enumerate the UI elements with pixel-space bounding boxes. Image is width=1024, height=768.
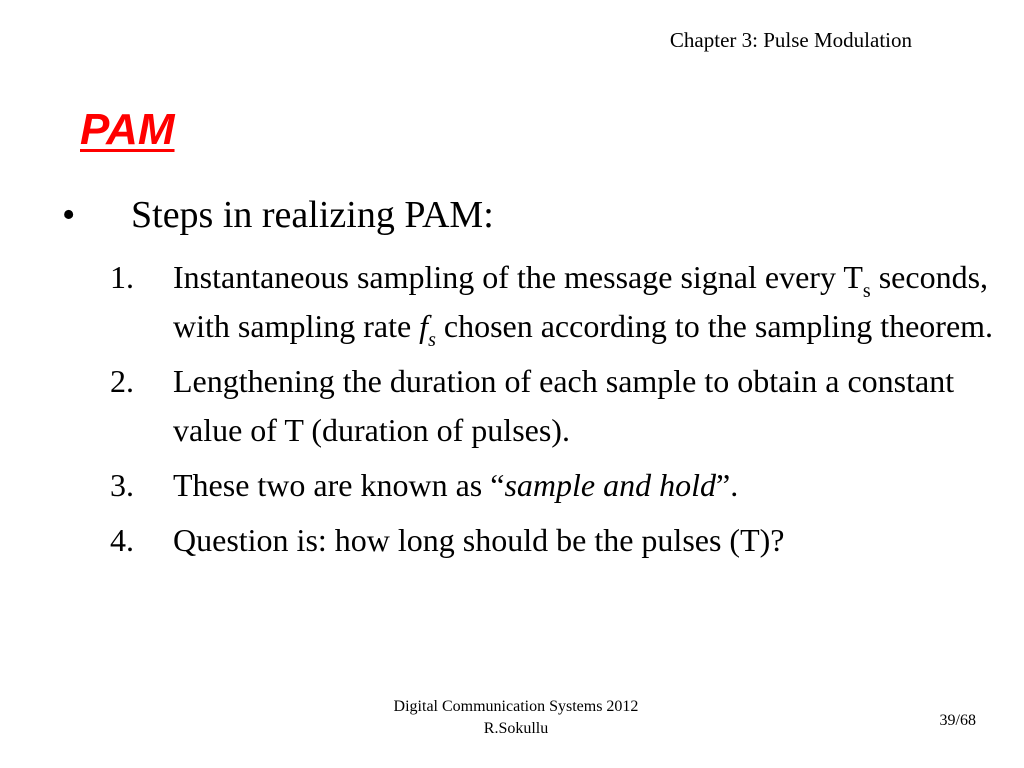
emphasis-text: sample and hold [504,467,716,503]
subscript: s [428,329,436,351]
bullet-marker: • [62,194,76,236]
footer-course-title: Digital Communication Systems 2012 [393,698,639,715]
footer-course [330,696,702,740]
list-item [110,516,1010,565]
math-symbol: f [419,308,429,344]
steps-list [110,253,1010,571]
chapter-header: Chapter 3: Pulse Modulation [669,28,912,52]
page-number: 39/68 [939,712,976,729]
step-text-part: These two are known as “ [173,467,505,503]
subscript: s [862,280,871,302]
list-item [110,253,1010,351]
step-text-part: Instantaneous sampling of the message signal every T [173,259,863,295]
bullet-text: Steps in realizing PAM: [131,194,494,236]
step-text [173,461,1010,510]
step-text-part: ”. [715,467,739,503]
footer-author: R.Sokullu [483,720,549,737]
list-item [110,357,1010,455]
step-number: 3. [110,467,134,503]
step-text-part: seconds, with sampling rate [173,259,989,344]
step-text [173,253,1010,351]
step-number: 2. [110,363,134,399]
step-number: 4. [110,522,134,558]
slide-title: PAM [80,105,175,154]
list-item [110,461,1010,510]
step-text-part: chosen according to the sampling theorem. [435,308,994,344]
step-text: Question is: how long should be the pulses (T)? [173,522,785,558]
step-number: 1. [110,259,134,295]
step-text: Lengthening the duration of each sample to obtain a constant value of T (duration of pulses). [173,363,955,448]
